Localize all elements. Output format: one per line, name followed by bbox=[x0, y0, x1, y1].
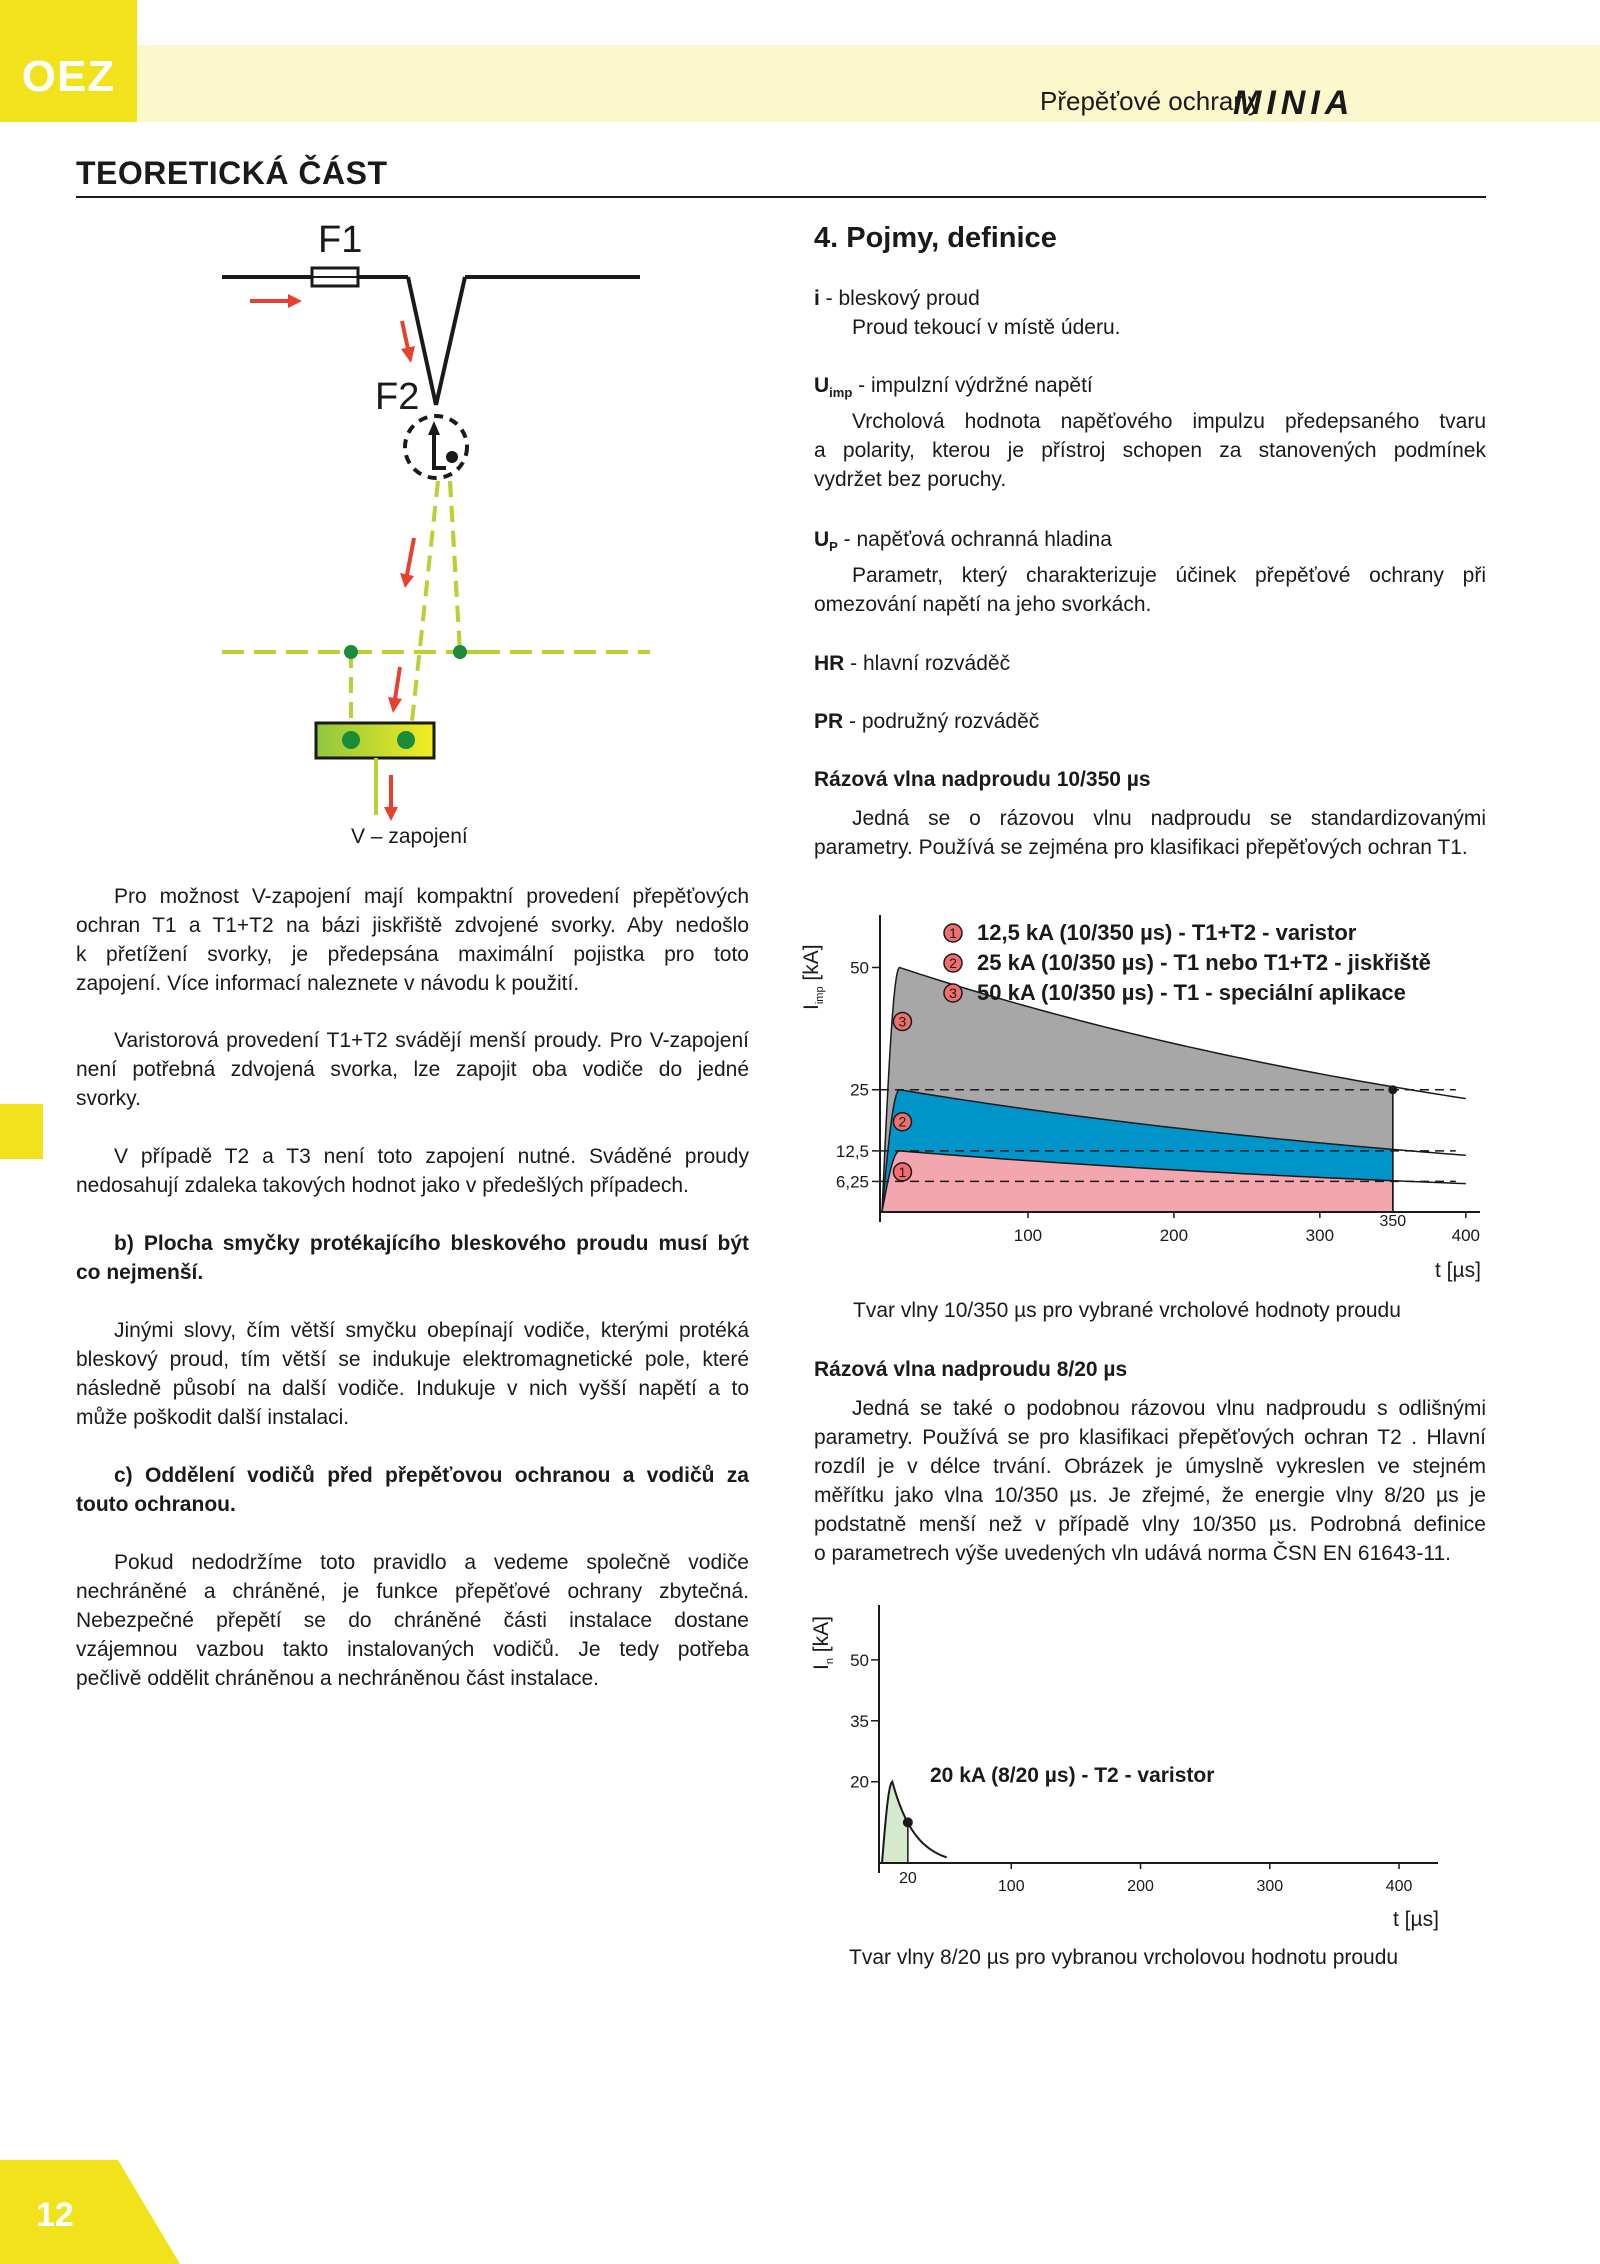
text-line: může poškodit další instalaci. bbox=[76, 1406, 350, 1429]
y-tick-label: 50 bbox=[850, 958, 869, 978]
end-point bbox=[1388, 1085, 1397, 1094]
text-line: Jinými slovy, čím větší smyčku obepínají vodiče, kterými protéká bbox=[114, 1319, 749, 1342]
paragraph-v-connection bbox=[76, 882, 749, 998]
logo: OEZ bbox=[21, 52, 116, 101]
text-line: bleskový proud, tím větší se indukuje elektromagnetické pole, které bbox=[76, 1348, 749, 1371]
chart2-ylabel-unit: [kA] bbox=[810, 1616, 833, 1659]
term-pr-label: - podružný rozváděč bbox=[843, 710, 1040, 733]
term-up-sub: P bbox=[829, 539, 838, 555]
x-tick-label: 100 bbox=[1013, 1226, 1043, 1245]
chart-8-20 bbox=[800, 1600, 1500, 1900]
definitions-heading: 4. Pojmy, definice bbox=[814, 222, 1057, 254]
def-hr bbox=[814, 649, 1486, 678]
paragraph-loop bbox=[76, 1316, 749, 1432]
term-hr: HR bbox=[814, 652, 845, 675]
text-line: Varistorová provedení T1+T2 svádějí menší proudy. Pro V-zapojení bbox=[114, 1029, 749, 1052]
text-line: nedosahují zdaleka takových hodnot jako v předešlých případech. bbox=[76, 1174, 689, 1197]
y-tick-label: 25 bbox=[850, 1080, 869, 1100]
chart-10-350 bbox=[800, 905, 1500, 1295]
text-line: Parametr, který charakterizuje účinek přepěťové ochrany při bbox=[852, 564, 1486, 588]
wave1-heading: Rázová vlna nadproudu 10/350 µs bbox=[814, 768, 1151, 791]
chart2-caption: Tvar vlny 8/20 µs pro vybranou vrcholovou hodnotu proudu bbox=[849, 1946, 1399, 1969]
legend-label: 20 kA (8/20 µs) - T2 - varistor bbox=[930, 1764, 1215, 1787]
paragraph-separation bbox=[76, 1548, 749, 1693]
legend-label: 12,5 kA (10/350 µs) - T1+T2 - varistor bbox=[977, 920, 1357, 945]
term-uimp-label: - impulzní výdržné napětí bbox=[852, 374, 1093, 397]
x-tick-label: 300 bbox=[1256, 1878, 1284, 1895]
x-tick-label: 100 bbox=[997, 1878, 1025, 1895]
text-line: Vrcholová hodnota napěťového impulzu předepsaného tvaru bbox=[852, 410, 1486, 434]
x-tick-label: 300 bbox=[1305, 1226, 1335, 1245]
term-i-desc: Proud tekoucí v místě úderu. bbox=[852, 316, 1121, 339]
x-tick-label: 400 bbox=[1385, 1878, 1413, 1895]
def-i bbox=[814, 284, 1486, 342]
text-line: měřítku jako vlna 10/350 µs. Je zřejmé, že energie vlny 8/20 µs je bbox=[814, 1484, 1486, 1507]
y-tick-label: 35 bbox=[850, 1711, 869, 1731]
text-line: b) Plocha smyčky protékajícího bleskového proudu musí být bbox=[114, 1232, 749, 1255]
text-line: není potřebná zdvojená svorka, lze zapojit oba vodiče do jedné bbox=[76, 1058, 749, 1081]
chart2-ylabel bbox=[810, 1616, 836, 1670]
term-i-label: - bleskový proud bbox=[819, 287, 980, 310]
term-pr: PR bbox=[814, 710, 844, 733]
text-line: rozdíl je v délce trvání. Obrázek je úmyslně vykreslen ve stejném bbox=[814, 1455, 1486, 1478]
legend-item-1 bbox=[944, 920, 1357, 945]
text-line: svorky. bbox=[76, 1087, 141, 1110]
text-line: vydržet bez poruchy. bbox=[814, 468, 1007, 492]
legend-label: 25 kA (10/350 µs) - T1 nebo T1+T2 - jiskřiště bbox=[977, 950, 1431, 975]
x-tick-label: 350 bbox=[1379, 1213, 1407, 1230]
term-uimp: U bbox=[814, 374, 830, 397]
text-line: Nebezpečné přepětí se do chráněné části instalace dostane bbox=[76, 1609, 749, 1632]
footer-corner bbox=[0, 2160, 180, 2264]
text-line: parametry. Používá se zejména pro klasifikaci přepěťových ochran T1. bbox=[814, 836, 1468, 859]
label-f2: F2 bbox=[375, 376, 420, 418]
legend-item-2 bbox=[944, 950, 1431, 975]
x-tick-label: 200 bbox=[1159, 1226, 1189, 1245]
chart2-ylabel-main: I bbox=[810, 1664, 833, 1670]
def-wave1 bbox=[814, 765, 1486, 862]
v-connection-diagram bbox=[210, 215, 670, 825]
text-line: Jedná se o rázovou vlnu nadproudu se standardizovanými bbox=[852, 807, 1486, 830]
text-line: zapojení. Více informací naleznete v návodu k použití. bbox=[76, 972, 580, 995]
diagram-caption: V – zapojení bbox=[351, 825, 468, 848]
chart2-xlabel: t [µs] bbox=[1393, 1908, 1439, 1931]
chart1-ylabel-sub: imp bbox=[814, 986, 827, 1005]
x-tick-label: 400 bbox=[1451, 1226, 1480, 1245]
terminal-block bbox=[316, 723, 434, 758]
def-up bbox=[814, 525, 1486, 619]
text-line: c) Oddělení vodičů před přepěťovou ochranou a vodičů za bbox=[114, 1464, 749, 1487]
def-uimp bbox=[814, 371, 1486, 494]
wave-marker-3 bbox=[893, 1012, 911, 1030]
paragraph-varistor bbox=[76, 1026, 749, 1113]
chart1-xlabel: t [µs] bbox=[1435, 1259, 1481, 1282]
text-line: podstatně menší než v případě vlny 10/350 µs. Podrobná definice bbox=[814, 1513, 1486, 1536]
heading-c bbox=[76, 1461, 749, 1519]
svg-text:1: 1 bbox=[949, 925, 957, 941]
header-band bbox=[137, 45, 1600, 122]
y-tick-label: 20 bbox=[850, 1772, 869, 1792]
svg-text:2: 2 bbox=[898, 1113, 907, 1130]
section-title: TEORETICKÁ ČÁST bbox=[76, 155, 388, 191]
text-line: omezování napětí na jeho svorkách. bbox=[814, 593, 1152, 617]
section-divider bbox=[76, 196, 1486, 198]
text-line: následně působí na další vodiče. Indukuje v nich vyšší napětí a to bbox=[76, 1377, 749, 1400]
term-i: i bbox=[814, 287, 820, 310]
wave2-heading: Rázová vlna nadproudu 8/20 µs bbox=[814, 1358, 1128, 1381]
text-line: o parametrech výše uvedených vln udává norma ČSN EN 61643-11. bbox=[814, 1542, 1451, 1565]
text-line: parametry. Používá se pro klasifikaci přepěťových ochran T2 . Hlavní bbox=[814, 1426, 1486, 1449]
label-f1: F1 bbox=[318, 219, 363, 261]
y-tick-label: 12,5 bbox=[835, 1141, 869, 1161]
def-pr bbox=[814, 707, 1486, 736]
text-line: ochran T1 a T1+T2 na bázi jiskřiště zdvojené svorky. Aby nedošlo bbox=[76, 914, 749, 937]
x-tick-label: 200 bbox=[1127, 1878, 1154, 1895]
side-tab bbox=[0, 1104, 43, 1159]
y-tick-label: 6,25 bbox=[835, 1172, 869, 1192]
text-line: vzájemnou vazbou takto instalovaných vodičů. Je tedy potřeba bbox=[76, 1638, 749, 1661]
wave-marker-1 bbox=[893, 1163, 911, 1181]
svg-text:2: 2 bbox=[949, 955, 957, 971]
svg-text:3: 3 bbox=[898, 1013, 907, 1030]
chart1-ylabel-main: I bbox=[800, 1004, 823, 1010]
legend-label: 50 kA (10/350 µs) - T1 - speciální aplikace bbox=[977, 980, 1406, 1005]
text-line: Pro možnost V-zapojení mají kompaktní provedení přepěťových bbox=[114, 885, 749, 908]
text-line: touto ochranou. bbox=[76, 1493, 236, 1516]
heading-b bbox=[76, 1229, 749, 1287]
term-up: U bbox=[814, 528, 830, 551]
paragraph-t2-t3 bbox=[76, 1142, 749, 1200]
svg-text:3: 3 bbox=[949, 985, 957, 1001]
text-line: Jedná se také o podobnou rázovou vlnu nadproudu s odlišnými bbox=[852, 1397, 1486, 1420]
term-up-label: - napěťová ochranná hladina bbox=[837, 528, 1112, 551]
x-tick-label: 20 bbox=[898, 1870, 917, 1887]
text-line: k přetížení svorky, je předepsána maximální pojistka pro toto bbox=[76, 943, 749, 966]
chart1-ylabel-unit: [kA] bbox=[800, 944, 823, 987]
def-wave2 bbox=[814, 1355, 1486, 1568]
half-point bbox=[903, 1817, 913, 1827]
svg-text:1: 1 bbox=[898, 1163, 907, 1180]
text-line: pečlivě oddělit chráněnou a nechráněnou část instalace. bbox=[76, 1667, 600, 1690]
wave-tail-3 bbox=[1393, 1087, 1466, 1099]
header-title: Přepěťové ochrany bbox=[1040, 86, 1261, 116]
text-line: nechráněné a chráněné, je funkce přepěťové ochrany zbytečná. bbox=[76, 1580, 749, 1603]
text-line: Pokud nedodržíme toto pravidlo a vedeme společně vodiče bbox=[114, 1551, 749, 1574]
chart1-ylabel bbox=[800, 944, 826, 1010]
chart1-caption: Tvar vlny 10/350 µs pro vybrané vrcholové hodnoty proudu bbox=[853, 1299, 1401, 1322]
text-line: V případě T2 a T3 není toto zapojení nutné. Sváděné proudy bbox=[114, 1145, 749, 1168]
text-line: co nejmenší. bbox=[76, 1261, 204, 1284]
chart2-ylabel-sub: n bbox=[824, 1658, 837, 1665]
text-line: a polarity, kterou je přístroj schopen za stanovených podmínek bbox=[814, 439, 1486, 463]
y-tick-label: 50 bbox=[850, 1650, 869, 1670]
term-hr-label: - hlavní rozváděč bbox=[844, 652, 1011, 675]
wave-marker-2 bbox=[893, 1113, 911, 1131]
page-number: 12 bbox=[36, 2196, 74, 2234]
legend-item-3 bbox=[944, 980, 1406, 1005]
brand-logo: MINIA bbox=[1233, 84, 1355, 122]
term-uimp-sub: imp bbox=[829, 385, 853, 401]
